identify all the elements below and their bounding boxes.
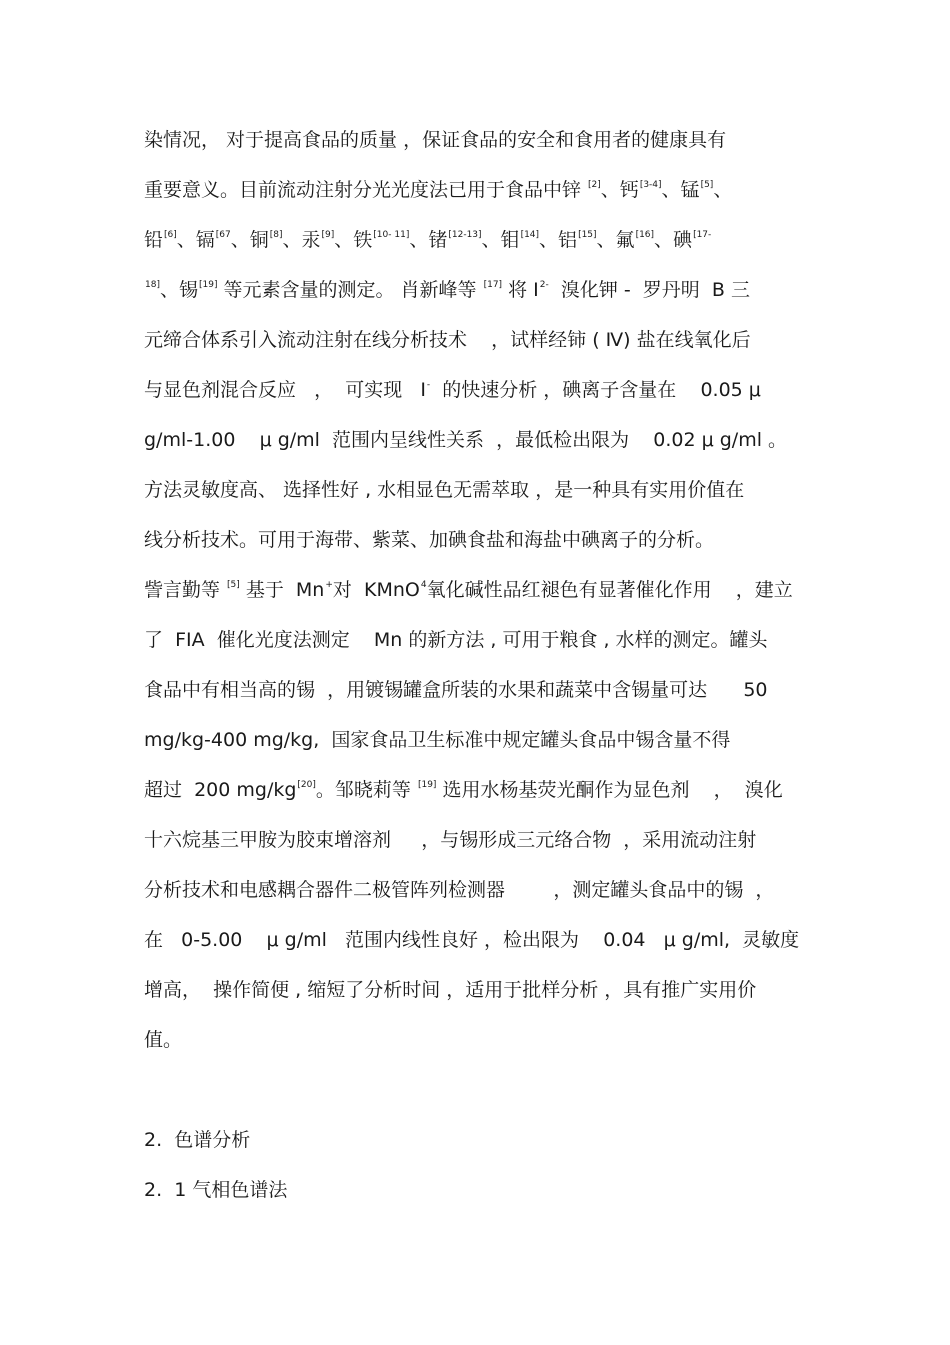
citation-superscript: 2- bbox=[539, 280, 549, 290]
text-run: 、 bbox=[713, 179, 733, 201]
text-run: 与显色剂混合反应 ， 可实现 I bbox=[144, 379, 426, 401]
text-run: 溴化钾 - 罗丹明 B 三 bbox=[548, 279, 750, 301]
text-run: 对 KMnO bbox=[332, 579, 420, 601]
citation-superscript: [9] bbox=[321, 230, 335, 240]
text-run: 、镉 bbox=[176, 229, 215, 251]
text-line bbox=[144, 978, 756, 1002]
citation-superscript: [5] bbox=[227, 580, 240, 590]
text-run: 、铝 bbox=[539, 229, 578, 251]
text-run: 、锰 bbox=[661, 179, 700, 201]
citation-superscript: [19] bbox=[417, 780, 437, 790]
citation-superscript: [20] bbox=[297, 780, 316, 790]
citation-superscript: [17- bbox=[693, 230, 712, 240]
citation-superscript: [16] bbox=[635, 230, 655, 240]
citation-superscript: [12-13] bbox=[448, 230, 482, 240]
text-line bbox=[144, 878, 774, 902]
text-run: 、氟 bbox=[596, 229, 635, 251]
citation-superscript: [8] bbox=[269, 230, 283, 240]
text-line bbox=[144, 128, 726, 152]
text-line bbox=[144, 778, 783, 806]
text-run: 、铁 bbox=[334, 229, 373, 251]
text-run: 、锡 bbox=[159, 279, 198, 301]
text-run: 了 FIA 催化光度法测定 Mn 的新方法 , 可用于粮食 , 水样的测定。罐头 bbox=[144, 629, 768, 651]
text-run: 訾言勤等 bbox=[144, 579, 227, 601]
text-run: 基于 Mn bbox=[239, 579, 325, 601]
text-line bbox=[144, 1028, 182, 1052]
text-line bbox=[144, 828, 756, 852]
text-line bbox=[144, 378, 761, 406]
text-run: 在 0-5.00 μ g/ml 范围内线性良好 ，检出限为 0.04 μ g/ml, 灵敏度 bbox=[144, 929, 800, 951]
citation-superscript: [3-4] bbox=[639, 180, 662, 190]
text-run: 增高， 操作简便 , 缩短了分析时间 ，适用于批样分析 ，具有推广实用价 bbox=[144, 979, 757, 1001]
text-run: 、钙 bbox=[600, 179, 639, 201]
text-run: 等元素含量的测定。 肖新峰等 bbox=[217, 279, 483, 301]
section-heading: 2. 色谱分析 bbox=[144, 1129, 251, 1151]
text-run: 铅 bbox=[144, 229, 164, 251]
text-run: 、碘 bbox=[654, 229, 693, 251]
citation-superscript: 4 bbox=[420, 580, 427, 590]
citation-superscript: [17] bbox=[483, 280, 503, 290]
text-run: 的快速分析 ，碘离子含量在 0.05 μ bbox=[430, 379, 761, 401]
text-run: 、汞 bbox=[282, 229, 321, 251]
citation-superscript: [5] bbox=[700, 180, 714, 190]
citation-superscript: [19] bbox=[198, 280, 218, 290]
text-run: 、钼 bbox=[481, 229, 520, 251]
citation-superscript: [10- 11] bbox=[373, 230, 410, 240]
text-line bbox=[144, 178, 732, 206]
text-run: 食品中有相当高的锡 ，用镀锡罐盒所装的水果和蔬菜中含锡量可达 50 bbox=[144, 679, 768, 701]
citation-superscript: [6] bbox=[164, 230, 177, 240]
text-line bbox=[144, 478, 744, 502]
text-run: 方法灵敏度高、 选择性好 , 水相显色无需萃取 ，是一种具有实用价值在 bbox=[144, 479, 745, 501]
text-run: g/ml-1.00 μ g/ml 范围内呈线性关系 ，最低检出限为 0.02 μ g/ml 。 bbox=[144, 429, 788, 451]
text-run: 值。 bbox=[144, 1029, 183, 1051]
text-run: 元缔合体系引入流动注射在线分析技术 ，试样经铈 ( Ⅳ) 盐在线氧化后 bbox=[144, 329, 751, 351]
text-line bbox=[144, 228, 711, 256]
text-run: 、锗 bbox=[409, 229, 448, 251]
text-run: 重要意义。目前流动注射分光光度法已用于食品中锌 bbox=[144, 179, 588, 201]
text-run: 十六烷基三甲胺为胶束增溶剂 ，与锡形成三元络合物 ，采用流动注射 bbox=[144, 829, 757, 851]
text-run: 氧化碱性品红褪色有显著催化作用 ，建立 bbox=[426, 579, 793, 601]
text-line bbox=[144, 528, 714, 552]
text-run: 、铜 bbox=[230, 229, 269, 251]
citation-superscript: + bbox=[325, 580, 333, 590]
text-line bbox=[144, 728, 730, 752]
citation-superscript: [15] bbox=[578, 230, 597, 240]
text-run: 超过 200 mg/kg bbox=[144, 779, 297, 801]
text-line bbox=[144, 578, 793, 606]
text-line bbox=[144, 928, 799, 952]
citation-superscript: - bbox=[426, 380, 431, 390]
text-line bbox=[144, 328, 751, 352]
text-run: mg/kg-400 mg/kg, 国家食品卫生标准中规定罐头食品中锡含量不得 bbox=[144, 729, 731, 751]
citation-superscript: [14] bbox=[520, 230, 540, 240]
subsection-heading: 2. 1 气相色谱法 bbox=[144, 1179, 288, 1201]
text-run: 线分析技术。可用于海带、紫菜、加碘食盐和海盐中碘离子的分析。 bbox=[144, 529, 715, 551]
text-run: 分析技术和电感耦合器件二极管阵列检测器 ，测定罐头食品中的锡 ， bbox=[144, 879, 775, 901]
citation-superscript: 18] bbox=[145, 280, 160, 290]
text-run: 染情况， 对于提高食品的质量 ，保证食品的安全和食用者的健康具有 bbox=[144, 129, 727, 151]
text-run: 。邹晓莉等 bbox=[315, 779, 417, 801]
text-line bbox=[144, 278, 750, 306]
text-run: 选用水杨基荧光酮作为显色剂 ， 溴化 bbox=[436, 779, 783, 801]
text-line bbox=[144, 678, 768, 702]
text-run: 将 I bbox=[502, 279, 539, 301]
citation-superscript: [2] bbox=[588, 180, 601, 190]
text-line bbox=[144, 428, 787, 452]
citation-superscript: [67 bbox=[215, 230, 231, 240]
text-line bbox=[144, 628, 768, 652]
